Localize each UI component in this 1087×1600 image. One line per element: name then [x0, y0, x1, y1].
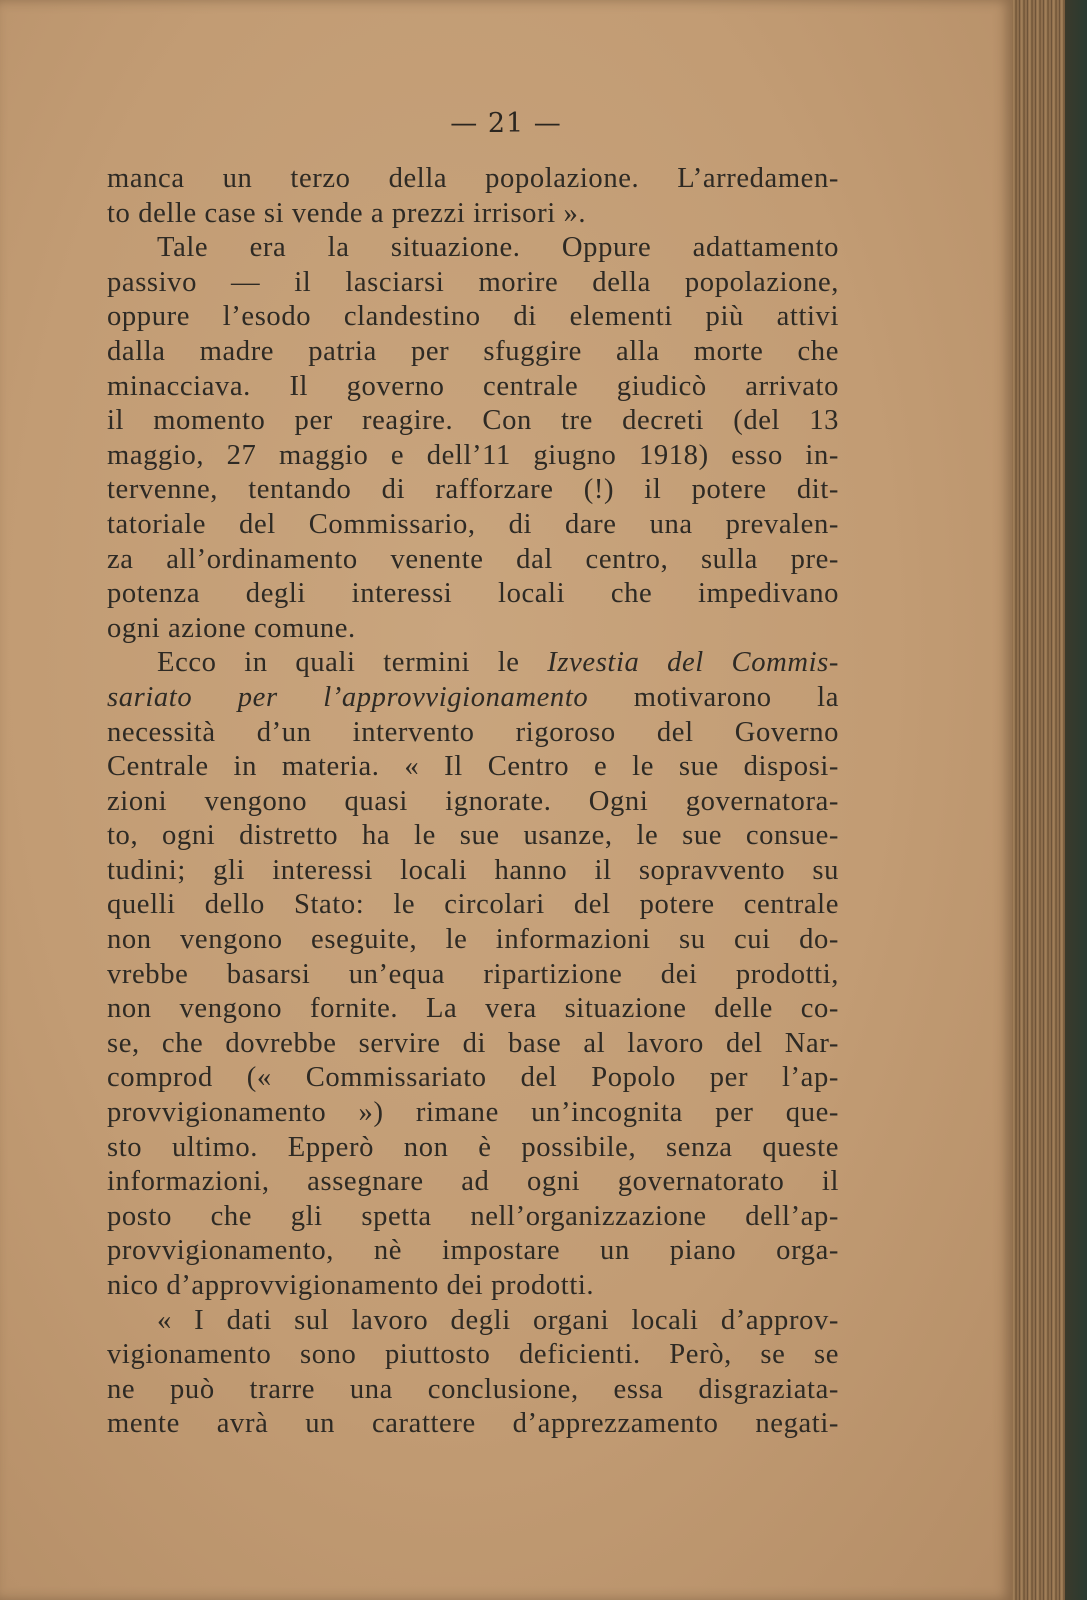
line-text: tatoriale del Commissario, di dare una prevalen-	[107, 508, 839, 540]
line-text: sto ultimo. Epperò non è possibile, senza queste	[107, 1131, 839, 1163]
line-text: ne può trarre una conclusione, essa disgraziata-	[107, 1373, 839, 1405]
text-line	[107, 1131, 839, 1166]
line-text: Ecco in quali termini le	[157, 647, 548, 679]
text-line	[107, 577, 839, 612]
text-line	[107, 370, 839, 405]
text-line	[107, 404, 839, 439]
text-line	[107, 854, 839, 889]
text-line	[107, 716, 839, 751]
text-line	[107, 473, 839, 508]
line-text: dalla madre patria per sfuggire alla morte che	[107, 335, 839, 367]
line-text: tervenne, tentando di rafforzare (!) il potere dit-	[107, 474, 839, 506]
line-text: Tale era la situazione. Oppure adattamento	[157, 232, 839, 264]
text-line	[107, 750, 839, 785]
page-number: — 21 —	[450, 108, 562, 139]
text-line	[107, 1407, 839, 1442]
line-text: manca un terzo della popolazione. L’arredamen-	[107, 163, 839, 194]
text-line	[107, 612, 839, 647]
line-text: tudini; gli interessi locali hanno il sopravvento su	[107, 854, 839, 886]
line-text: « I dati sul lavoro degli organi locali d’approv-	[157, 1304, 839, 1336]
line-text: mente avrà un carattere d’apprezzamento negati-	[107, 1408, 839, 1440]
text-line	[107, 923, 839, 958]
text-line	[107, 1200, 839, 1235]
text-line	[107, 785, 839, 820]
line-text: to, ogni distretto ha le sue usanze, le sue consue-	[107, 820, 839, 852]
line-text: to delle case si vende a prezzi irrisori ».	[107, 197, 587, 229]
text-line	[107, 1096, 839, 1131]
text-line	[107, 335, 839, 370]
text-line	[107, 819, 839, 854]
line-text: ogni azione comune.	[107, 612, 356, 644]
page-edges	[1012, 0, 1087, 1600]
text-line	[107, 439, 839, 474]
italic-title: sariato per l’approvvigionamento	[107, 681, 589, 713]
line-text: posto che gli spetta nell’organizzazione dell’ap-	[107, 1200, 839, 1232]
line-text: quelli dello Stato: le circolari del potere centrale	[107, 889, 839, 921]
text-line	[107, 1269, 839, 1304]
text-line	[107, 231, 839, 266]
line-text: potenza degli interessi locali che impedivano	[107, 578, 839, 610]
line-text: non vengono eseguite, le informazioni su cui do-	[107, 924, 839, 956]
text-line	[107, 958, 839, 993]
text-line	[107, 888, 839, 923]
text-line	[107, 1373, 839, 1408]
text-line	[107, 162, 839, 197]
text-line	[107, 1061, 839, 1096]
text-line	[107, 543, 839, 578]
line-text: informazioni, assegnare ad ogni governatorato il	[107, 1166, 839, 1198]
text-line	[107, 1234, 839, 1269]
line-text: provvigionamento, nè impostare un piano orga-	[107, 1235, 839, 1267]
text-line	[107, 646, 839, 681]
italic-title: Izvestia del Commis-	[547, 647, 839, 679]
text-line	[107, 1165, 839, 1200]
line-text: Centrale in materia. « Il Centro e le sue disposi-	[107, 751, 839, 783]
line-text: za all’ordinamento venente dal centro, sulla pre-	[107, 543, 839, 575]
text-line	[107, 266, 839, 301]
line-text: vrebbe basarsi un’equa ripartizione dei prodotti,	[107, 958, 839, 990]
line-text: minacciava. Il governo centrale giudicò arrivato	[107, 370, 839, 402]
line-text: non vengono fornite. La vera situazione delle co-	[107, 993, 839, 1025]
line-text: nico d’approvvigionamento dei prodotti.	[107, 1270, 595, 1301]
line-text: il momento per reagire. Con tre decreti (del 13	[107, 405, 839, 437]
line-text: vigionamento sono piuttosto deficienti. Però, se se	[107, 1339, 839, 1371]
line-text: oppure l’esodo clandestino di elementi più attivi	[107, 301, 839, 333]
line-text: comprod (« Commissariato del Popolo per l’ap-	[107, 1062, 839, 1094]
line-text: maggio, 27 maggio e dell’11 giugno 1918) esso in-	[107, 439, 839, 471]
line-text: motivarono la	[588, 681, 839, 713]
text-line	[107, 197, 839, 232]
line-text: se, che dovrebbe servire di base al lavoro del Nar-	[107, 1027, 839, 1059]
text-line	[107, 300, 839, 335]
text-line	[107, 1027, 839, 1062]
line-text: necessità d’un intervento rigoroso del Governo	[107, 716, 839, 748]
line-text: provvigionamento ») rimane un’incognita per que-	[107, 1097, 839, 1129]
text-line	[107, 508, 839, 543]
text-line	[107, 992, 839, 1027]
line-text: zioni vengono quasi ignorate. Ogni governatora-	[107, 785, 839, 817]
line-text: passivo — il lasciarsi morire della popolazione,	[107, 266, 839, 298]
body-text	[107, 162, 839, 1442]
text-line	[107, 681, 839, 716]
text-line	[107, 1338, 839, 1373]
text-line	[107, 1304, 839, 1339]
